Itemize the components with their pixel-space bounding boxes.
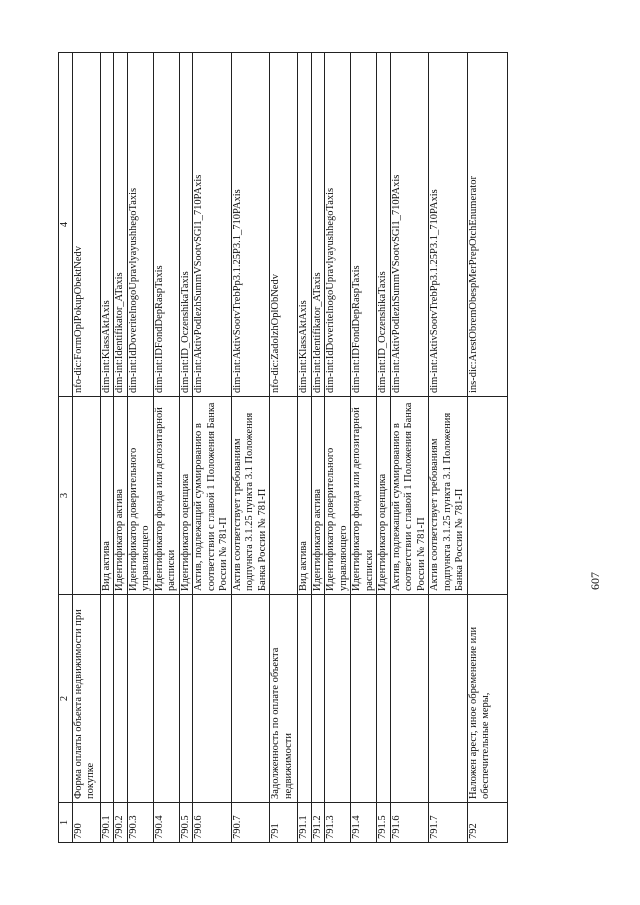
table-row	[100, 53, 114, 843]
row-code: 790.6	[193, 803, 232, 843]
row-identifier: dim-int:KlassAktAxis	[100, 53, 114, 397]
table-row	[467, 53, 507, 843]
row-name	[377, 595, 391, 803]
row-identifier: dim-int:IdDoveritelnogoUpravlyayushhegoTaxis	[127, 53, 153, 397]
row-dimension-label: Актив, подлежащий суммированию в соответствии с главой 1 Положения Банка России № 781-П	[193, 397, 232, 595]
row-identifier: dim-int:AktivPodlezhSummVSootvSGl1_710PAxis	[193, 53, 232, 397]
row-dimension-label: Идентификатор актива	[311, 397, 325, 595]
table-row	[311, 53, 325, 843]
row-name	[153, 595, 179, 803]
row-code: 790.4	[153, 803, 179, 843]
row-dimension-label: Идентификатор доверительного управляющего	[325, 397, 351, 595]
document-table	[58, 52, 508, 843]
table-row	[179, 53, 193, 843]
row-name	[311, 595, 325, 803]
row-identifier: nfo-dic:FormOplPokupObektNedv	[72, 53, 100, 397]
row-code: 790.5	[179, 803, 193, 843]
row-identifier: dim-int:IDFondDepRaspTaxis	[351, 53, 377, 397]
table-header-row	[59, 53, 73, 843]
row-identifier: dim-int:AktivPodlezhSummVSootvSGl1_710PAxis	[390, 53, 429, 397]
table-row	[429, 53, 468, 843]
table-row	[153, 53, 179, 843]
table-row	[298, 53, 312, 843]
row-name: Форма оплаты объекта недвижимости при покупке	[72, 595, 100, 803]
table-row	[114, 53, 128, 843]
row-code: 790.1	[100, 803, 114, 843]
table-row	[390, 53, 429, 843]
rotated-table-page	[58, 53, 588, 843]
header-col-1: 1	[59, 803, 73, 843]
row-name	[114, 595, 128, 803]
row-dimension-label: Идентификатор актива	[114, 397, 128, 595]
row-dimension-label: Актив соответствует требованиям подпункта 3.1.25 пункта 3.1 Положения Банка России № 781-П	[429, 397, 468, 595]
header-col-3: 3	[59, 397, 73, 595]
row-identifier: dim-int:AktivSootvTrebPp3.1.25P3.1_710PAxis	[429, 53, 468, 397]
row-identifier: dim-int:IdDoveritelnogoUpravlyayushhegoTaxis	[325, 53, 351, 397]
row-name	[193, 595, 232, 803]
row-identifier: dim-int:ID_OczenshikaTaxis	[179, 53, 193, 397]
row-name	[390, 595, 429, 803]
row-code: 791.5	[377, 803, 391, 843]
row-name: Задолженность по оплате объекта недвижимости	[270, 595, 298, 803]
row-identifier: dim-int:AktivSootvTrebPp3.1.25P3.1_710PAxis	[231, 53, 270, 397]
row-name	[179, 595, 193, 803]
row-name: Наложен арест, иное обременение или обеспечительные меры,	[467, 595, 507, 803]
row-dimension-label: Актив соответствует требованиям подпункта 3.1.25 пункта 3.1 Положения Банка России № 781-П	[231, 397, 270, 595]
row-identifier: dim-int:IDFondDepRaspTaxis	[153, 53, 179, 397]
row-dimension-label	[72, 397, 100, 595]
table-row	[193, 53, 232, 843]
row-identifier: ins-dic:ArestObremObespMerPrepOtchEnumerator	[467, 53, 507, 397]
row-dimension-label	[467, 397, 507, 595]
row-code: 790.2	[114, 803, 128, 843]
row-name	[325, 595, 351, 803]
table-row	[325, 53, 351, 843]
header-col-2: 2	[59, 595, 73, 803]
row-identifier: dim-int:ID_OczenshikaTaxis	[377, 53, 391, 397]
row-dimension-label: Идентификатор оценщика	[377, 397, 391, 595]
row-code: 791.2	[311, 803, 325, 843]
row-identifier: nfo-dic:ZadolzhOplObNedv	[270, 53, 298, 397]
page-number: 607	[588, 572, 602, 590]
table-row	[377, 53, 391, 843]
row-code: 791.1	[298, 803, 312, 843]
row-dimension-label: Вид актива	[298, 397, 312, 595]
row-dimension-label: Актив, подлежащий суммированию в соответствии с главой 1 Положения Банка России № 781-П	[390, 397, 429, 595]
row-identifier: dim-int:Identifikator_ATaxis	[311, 53, 325, 397]
row-name	[127, 595, 153, 803]
row-code: 791.7	[429, 803, 468, 843]
row-name	[298, 595, 312, 803]
row-code: 791.3	[325, 803, 351, 843]
row-dimension-label: Идентификатор фонда или депозитарной расписки	[153, 397, 179, 595]
row-code: 791.4	[351, 803, 377, 843]
row-dimension-label	[270, 397, 298, 595]
row-name	[100, 595, 114, 803]
table-row	[127, 53, 153, 843]
row-code: 790	[72, 803, 100, 843]
row-identifier: dim-int:KlassAktAxis	[298, 53, 312, 397]
row-code: 791.6	[390, 803, 429, 843]
row-dimension-label: Идентификатор фонда или депозитарной расписки	[351, 397, 377, 595]
row-dimension-label: Идентификатор доверительного управляющего	[127, 397, 153, 595]
header-col-4: 4	[59, 53, 73, 397]
row-code: 792	[467, 803, 507, 843]
row-name	[231, 595, 270, 803]
row-identifier: dim-int:Identifikator_ATaxis	[114, 53, 128, 397]
row-name	[351, 595, 377, 803]
row-code: 790.7	[231, 803, 270, 843]
table-row	[72, 53, 100, 843]
table-row	[270, 53, 298, 843]
row-dimension-label: Идентификатор оценщика	[179, 397, 193, 595]
row-code: 791	[270, 803, 298, 843]
row-code: 790.3	[127, 803, 153, 843]
row-name	[429, 595, 468, 803]
row-dimension-label: Вид актива	[100, 397, 114, 595]
table-row	[351, 53, 377, 843]
table-row	[231, 53, 270, 843]
